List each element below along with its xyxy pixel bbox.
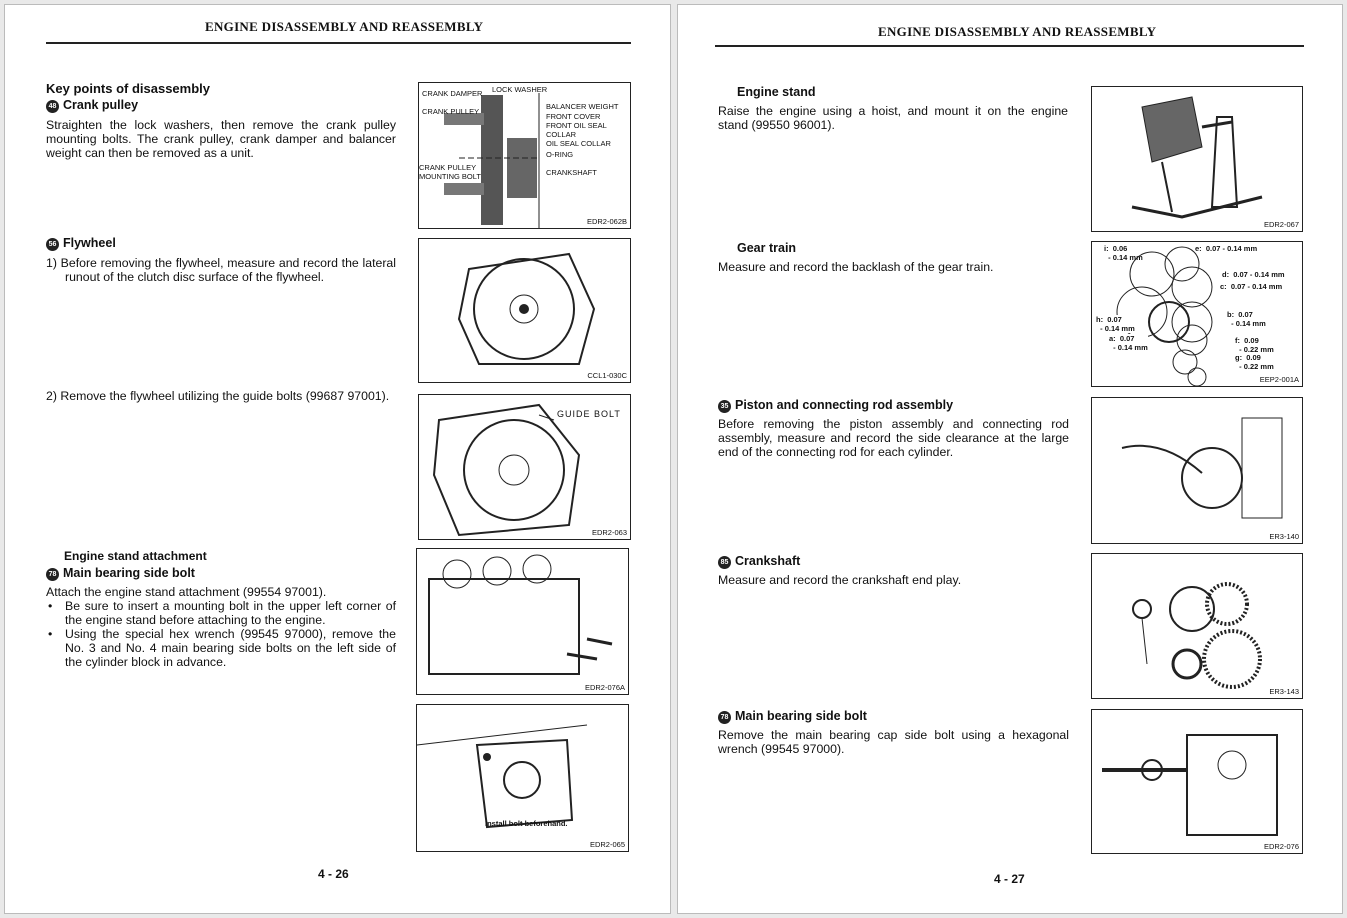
- main-bearing-side-bolt-heading: [46, 566, 195, 581]
- piston-text: Before removing the piston assembly and connecting rod assembly, measure and record the side clearance at the large end of the connecting rod for each cylinder.: [718, 417, 1069, 459]
- engine-stand-text: Raise the engine using a hoist, and mount it on the engine stand (99550 96001).: [718, 104, 1068, 132]
- crankshaft-text: Measure and record the crankshaft end play.: [718, 573, 962, 587]
- label-d: d: 0.07 - 0.14 mm: [1222, 270, 1285, 279]
- label-install-bolt: Install bolt beforehand.: [485, 819, 568, 828]
- label-b: b: 0.07 - 0.14 mm: [1227, 310, 1266, 328]
- label-lock-washer: LOCK WASHER: [492, 85, 548, 94]
- engine-stand-attachment-text: Attach the engine stand attachment (99554 97001).: [46, 585, 327, 599]
- label-crank-damper: CRANK DAMPER: [422, 89, 483, 98]
- flywheel-diagram: [418, 238, 631, 383]
- crank-pulley-diagram: [418, 82, 631, 229]
- crankshaft-heading: [718, 554, 800, 569]
- main-bearing-heading: [718, 709, 867, 724]
- item-number-badge: 78: [718, 711, 731, 724]
- label-front-oil-seal-collar: FRONT OIL SEAL COLLAR: [546, 121, 607, 139]
- heading-text: Flywheel: [63, 236, 116, 250]
- heading-text: Crank pulley: [63, 98, 139, 112]
- section-title: Key points of disassembly: [46, 81, 210, 96]
- stand-attachment-diagram: [416, 704, 629, 852]
- label-guide-bolt: GUIDE BOLT: [557, 409, 621, 419]
- heading-text: Piston and connecting rod assembly: [735, 398, 954, 412]
- item-number-badge: 78: [46, 568, 59, 581]
- label-g: g: 0.09 - 0.22 mm: [1235, 353, 1274, 371]
- connecting-rod-drawing: [1092, 398, 1303, 544]
- figure-code: ER3-140: [1269, 532, 1299, 541]
- label-balancer-weight: BALANCER WEIGHT: [546, 102, 619, 111]
- hex-wrench-diagram: [1091, 709, 1303, 854]
- item-number-badge: 85: [718, 556, 731, 569]
- label-mounting-bolt: CRANK PULLEY MOUNTING BOLT: [419, 163, 481, 181]
- engine-stand-attachment-heading: Engine stand attachment: [64, 549, 207, 563]
- bullet-item: • Be sure to insert a mounting bolt in the upper left corner of the engine stand before attaching to the engine.: [46, 599, 396, 627]
- figure-code: EDR2-076A: [584, 683, 625, 692]
- page-header: ENGINE DISASSEMBLY AND REASSEMBLY: [205, 19, 484, 34]
- item-number-badge: 48: [46, 100, 59, 113]
- gear-train-heading: Gear train: [737, 241, 797, 255]
- flywheel-heading: [46, 236, 116, 251]
- heading-text: Main bearing side bolt: [735, 709, 867, 723]
- label-oil-seal-collar: OIL SEAL COLLAR: [546, 139, 611, 148]
- bullet-list: [46, 599, 396, 669]
- crankshaft-end-play-diagram: [1091, 553, 1303, 699]
- page-number: 4 - 27: [994, 872, 1025, 886]
- figure-code: EEP2-001A: [1259, 375, 1299, 384]
- right-page: [677, 4, 1343, 914]
- item-number-badge: 35: [718, 400, 731, 413]
- item-number-badge: 56: [46, 238, 59, 251]
- cylinder-block-side-bolt-diagram: [416, 548, 629, 695]
- stand-attachment-drawing: [417, 705, 629, 852]
- label-crank-pulley: CRANK PULLEY: [422, 107, 480, 116]
- label-c: c: 0.07 - 0.14 mm: [1220, 282, 1283, 291]
- engine-stand-diagram: [1091, 86, 1303, 232]
- figure-code: EDR2-065: [589, 840, 625, 849]
- main-bearing-text: Remove the main bearing cap side bolt using a hexagonal wrench (99545 97000).: [718, 728, 1069, 756]
- label-e: e: 0.07 - 0.14 mm: [1195, 244, 1258, 253]
- label-f: f: 0.09 - 0.22 mm: [1235, 336, 1274, 354]
- bullet-item: • Using the special hex wrench (99545 97000), remove the No. 3 and No. 4 main bearing side bolts on the left side of the cylinder block in advance.: [46, 627, 396, 669]
- figure-code: ER3-143: [1269, 687, 1299, 696]
- label-o-ring: O-RING: [546, 150, 574, 159]
- label-i: i: 0.06 - 0.14 mm: [1104, 244, 1143, 262]
- figure-code: EDR2-067: [1263, 220, 1299, 229]
- figure-code: EDR2-062B: [586, 217, 627, 226]
- flywheel-step-2: 2) Remove the flywheel utilizing the guide bolts (99687 97001).: [46, 389, 390, 403]
- page-number: 4 - 26: [318, 867, 349, 881]
- crank-pulley-heading: [46, 98, 138, 113]
- guide-bolt-diagram: [418, 394, 631, 540]
- left-page: [4, 4, 671, 914]
- hex-wrench-drawing: [1092, 710, 1303, 854]
- dial-gauge-drawing: [1092, 554, 1303, 699]
- flywheel-step-1: 1) Before removing the flywheel, measure and record the lateral runout of the clutch disc surface of the flywheel.: [46, 256, 396, 284]
- cylinder-block-drawing: [417, 549, 629, 695]
- engine-stand-heading: Engine stand: [737, 85, 816, 99]
- engine-stand-drawing: [1092, 87, 1303, 232]
- connecting-rod-diagram: [1091, 397, 1303, 544]
- header-rule: [715, 45, 1304, 47]
- flywheel-drawing: [419, 239, 631, 383]
- heading-text: Crankshaft: [735, 554, 801, 568]
- page-header: ENGINE DISASSEMBLY AND REASSEMBLY: [878, 24, 1157, 39]
- figure-code: EDR2-076: [1263, 842, 1299, 851]
- figure-code: EDR2-063: [591, 528, 627, 537]
- label-crankshaft: CRANKSHAFT: [546, 168, 597, 177]
- label-a: a: 0.07 - 0.14 mm: [1109, 334, 1148, 352]
- header-rule: [46, 42, 631, 44]
- piston-heading: [718, 398, 953, 413]
- crank-pulley-text: Straighten the lock washers, then remove the crank pulley mounting bolts. The crank pulley, crank damper and balancer weight can then be removed as a unit.: [46, 118, 396, 160]
- gear-train-text: Measure and record the backlash of the gear train.: [718, 260, 994, 274]
- label-h: h: 0.07 - 0.14 mm: [1096, 315, 1135, 333]
- heading-text: Main bearing side bolt: [63, 566, 195, 580]
- figure-code: CCL1-030C: [587, 371, 627, 380]
- gear-train-diagram: [1091, 241, 1303, 387]
- label-front-cover: FRONT COVER: [546, 112, 601, 121]
